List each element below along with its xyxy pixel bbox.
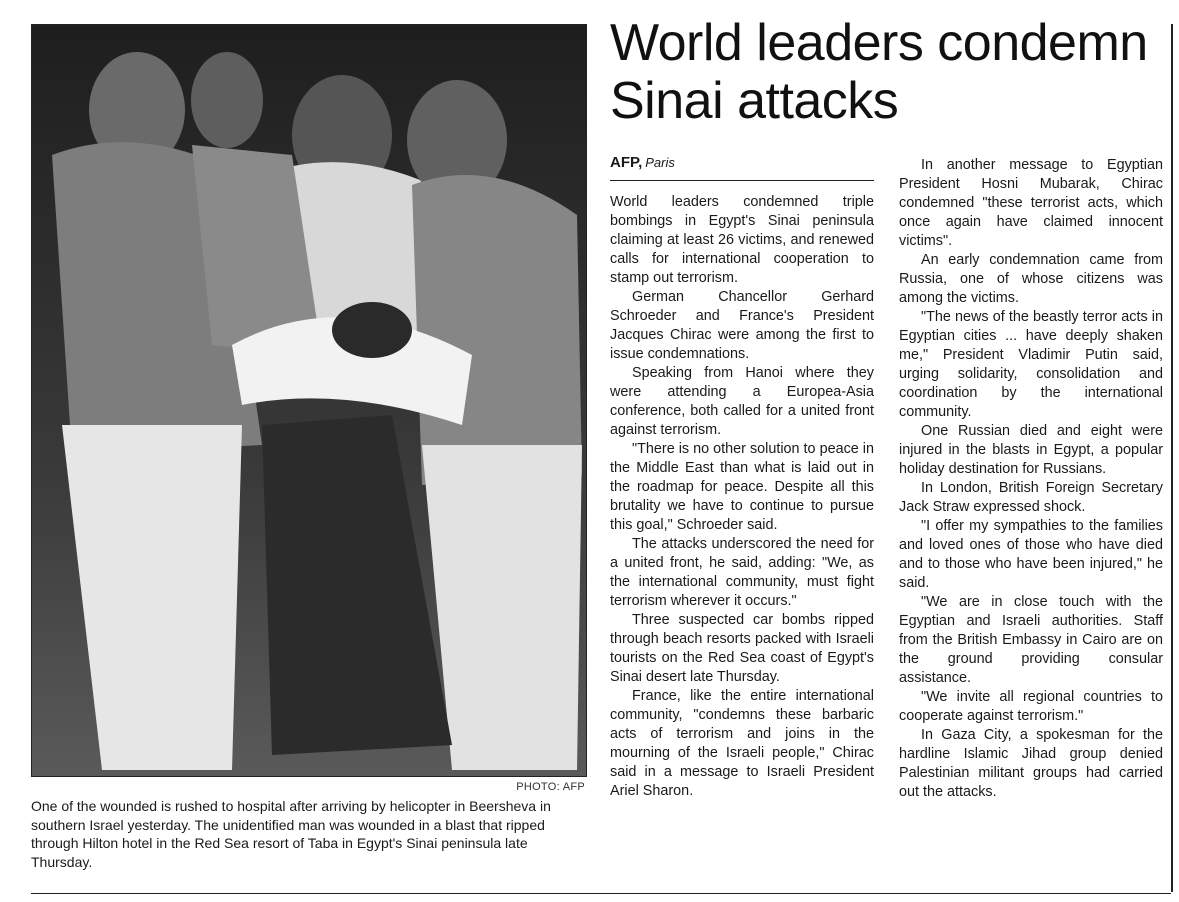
paragraph: In Gaza City, a spokesman for the hardline Islamic Jihad group denied Palestinian militant groups had carried out the attacks.	[899, 727, 1163, 800]
dateline-rule	[610, 180, 874, 181]
news-photo	[31, 24, 587, 777]
paragraph: The attacks underscored the need for a united front, he said, adding: "We, as the international community, must fight terrorism wherever it occurs."	[610, 536, 874, 609]
paragraph: Three suspected car bombs ripped through beach resorts packed with Israeli tourists on the Red Sea coast of Egypt's Sinai desert late Thursday.	[610, 612, 874, 685]
paragraph: In another message to Egyptian President Hosni Mubarak, Chirac condemned "these terrorist acts, which once again have claimed innocent victims".	[899, 157, 1163, 249]
paragraph: German Chancellor Gerhard Schroeder and France's President Jacques Chirac were among the first to issue condemnations.	[610, 289, 874, 362]
photo-credit: PHOTO: AFP	[516, 781, 585, 793]
paragraph: France, like the entire international community, "condemns these barbaric acts of terrorism and joins in the mourning of the Israeli people," Chirac said in a message to Israeli President Ariel Sharon.	[610, 688, 874, 799]
paragraph: "The news of the beastly terror acts in Egyptian cities ... have deeply shaken me," President Vladimir Putin said, urging solidarity, consolidation and coordination by the international community.	[899, 309, 1163, 420]
headline-line-1: World leaders condemn	[610, 14, 1148, 72]
headline-line-2: Sinai attacks	[610, 72, 899, 130]
dateline-agency: AFP,	[610, 154, 643, 171]
dateline-city: Paris	[645, 155, 675, 170]
paragraph: "We are in close touch with the Egyptian and Israeli authorities. Staff from the British Embassy in Cairo are on the ground providing consular assistance.	[899, 594, 1163, 686]
caption-text: One of the wounded is rushed to hospital after arriving by helicopter in Beersheva in southern Israel yesterday. The unidentified man was wounded in a blast that ripped through Hilton hotel in the Red Sea resort of Taba in Egypt's Sinai peninsula late Thursday.	[31, 798, 551, 870]
paragraph: Speaking from Hanoi where they were attending a Europea-Asia conference, both called for a united front against terrorism.	[610, 365, 874, 438]
paragraph: "There is no other solution to peace in the Middle East than what is laid out in the roadmap for peace. Despite all this brutality we have to continue to pursue this goal," Schroeder said.	[610, 441, 874, 533]
article-column-2	[899, 156, 1163, 802]
headline	[610, 14, 1176, 130]
dateline	[610, 154, 874, 172]
paragraph: "I offer my sympathies to the families and loved ones of those who have died and to those who have been injured," he said.	[899, 518, 1163, 591]
article-column-1	[610, 193, 874, 801]
bottom-rule	[31, 893, 1171, 894]
paragraph: World leaders condemned triple bombings in Egypt's Sinai peninsula claiming at least 26 victims, and renewed calls for international cooperation to stamp out terrorism.	[610, 194, 874, 286]
paragraph: One Russian died and eight were injured in the blasts in Egypt, a popular holiday destination for Russians.	[899, 423, 1163, 477]
paragraph: An early condemnation came from Russia, one of whose citizens was among the victims.	[899, 252, 1163, 306]
vertical-rule	[1171, 24, 1173, 892]
photo-caption	[31, 797, 587, 871]
paragraph: "We invite all regional countries to cooperate against terrorism."	[899, 689, 1163, 724]
paragraph: In London, British Foreign Secretary Jack Straw expressed shock.	[899, 480, 1163, 515]
